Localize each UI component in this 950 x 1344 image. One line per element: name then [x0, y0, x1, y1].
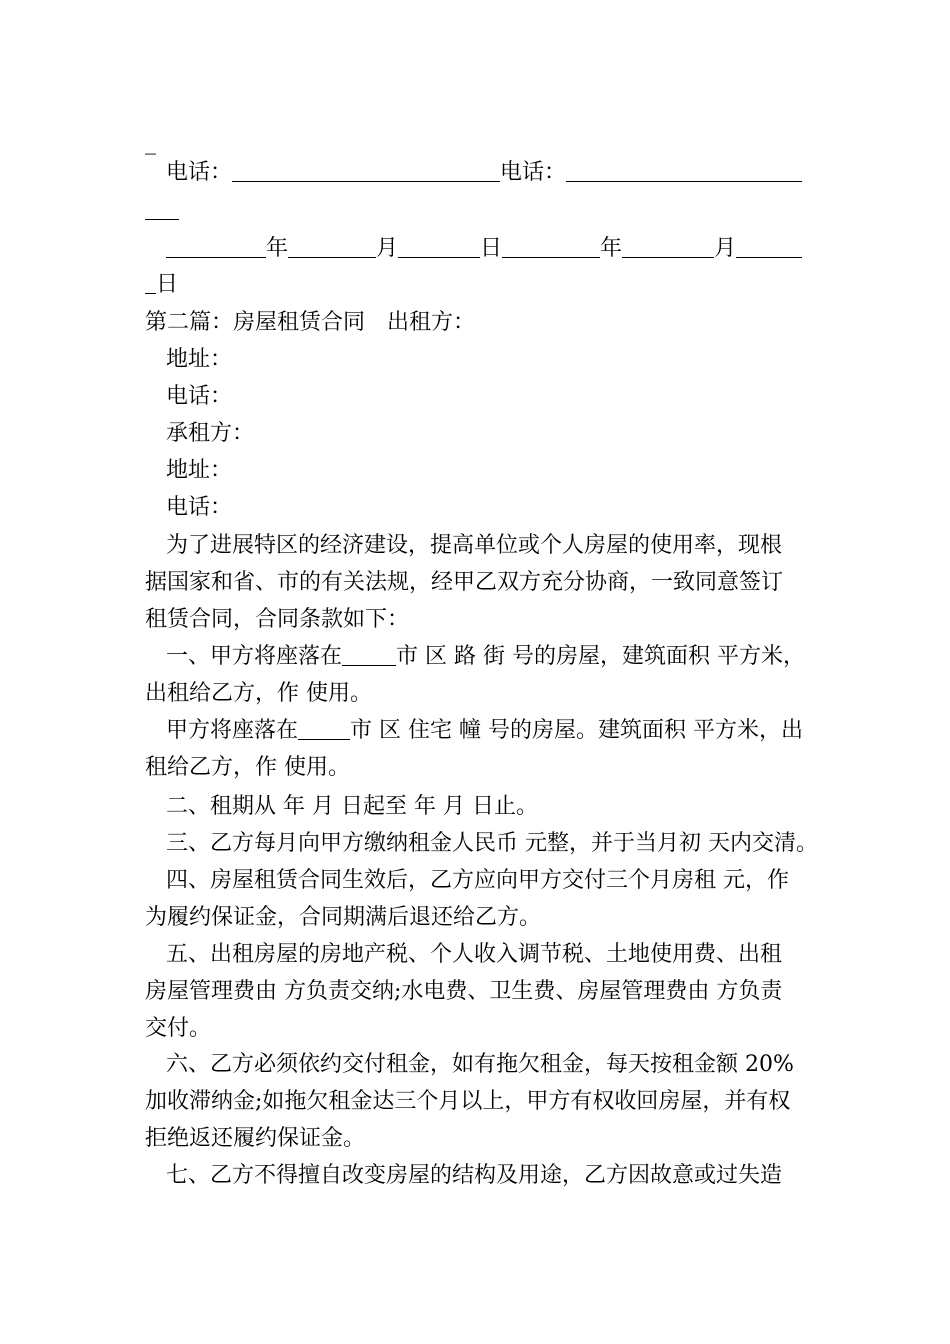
- blank-line: [736, 235, 802, 258]
- clause-1-line-1: [166, 642, 846, 672]
- clause-4-line-2: 为履约保证金，合同期满后退还给乙方。: [145, 905, 542, 930]
- clause-1b-line-1: [166, 716, 846, 746]
- phone-label-b: 电话：: [500, 160, 567, 185]
- lessor-address: 地址：: [166, 347, 233, 372]
- clause-6-line-3: 拒绝返还履约保证金。: [145, 1126, 366, 1151]
- lessee-label: 承租方：: [166, 421, 255, 446]
- stray-underscore: _: [145, 130, 156, 155]
- clause-6-line-2: 加收滞纳金;如拖欠租金达三个月以上，甲方有权收回房屋，并有权: [145, 1089, 791, 1114]
- year-label: 年: [266, 236, 289, 261]
- clause-6-line-1: 六、乙方必须依约交付租金，如有拖欠租金，每天按租金额 20%: [166, 1052, 794, 1077]
- clause-5-line-2: 房屋管理费由 方负责交纳;水电费、卫生费、房屋管理费由 方负责: [145, 979, 783, 1004]
- clause-4-line-1: 四、房屋租赁合同生效后，乙方应向甲方交付三个月房租 元，作: [166, 868, 789, 893]
- blank-line: [145, 197, 179, 220]
- year-label: 年: [600, 236, 623, 261]
- clause-3: 三、乙方每月向甲方缴纳租金人民币 元整，并于当月初 天内交清。: [166, 831, 818, 856]
- blank-line: [398, 235, 480, 258]
- blank-line: [566, 159, 802, 182]
- blank-line: [502, 235, 600, 258]
- clause-text: 一、甲方将座落在: [166, 644, 343, 669]
- clause-text: 市 区 住宅 幢 号的房屋。建筑面积 平方米，出: [350, 718, 803, 743]
- intro-line-1: 为了进展特区的经济建设，提高单位或个人房屋的使用率，现根: [166, 533, 783, 558]
- lessee-phone: 电话：: [166, 495, 233, 520]
- date-line: [166, 234, 846, 264]
- month-label: 月: [714, 236, 737, 261]
- blank-line-continuation: [145, 196, 825, 226]
- day-label: 日: [156, 272, 179, 297]
- clause-text: 甲方将座落在: [166, 718, 299, 743]
- date-line-end: [145, 270, 825, 300]
- intro-line-2: 据国家和省、市的有关法规，经甲乙双方充分协商，一致同意签订: [145, 570, 784, 595]
- phone-line: [166, 158, 846, 188]
- intro-line-3: 租赁合同，合同条款如下：: [145, 607, 410, 632]
- clause-2: 二、租期从 年 月 日起至 年 月 日止。: [166, 794, 538, 819]
- blank-line: [166, 235, 266, 258]
- clause-7-line-1: 七、乙方不得擅自改变房屋的结构及用途，乙方因故意或过失造: [166, 1163, 783, 1188]
- blank-line: [288, 235, 376, 258]
- blank-line: [298, 717, 350, 740]
- blank-line: [232, 159, 500, 182]
- clause-1b-line-2: 租给乙方，作 使用。: [145, 755, 350, 780]
- day-label: 日: [480, 236, 503, 261]
- phone-label-a: 电话：: [166, 160, 233, 185]
- clause-text: 市 区 路 街 号的房屋，建筑面积 平方米，: [396, 644, 805, 669]
- blank-line: [342, 643, 396, 666]
- blank-line: [145, 271, 156, 294]
- clause-5-line-3: 交付。: [145, 1016, 212, 1041]
- month-label: 月: [376, 236, 399, 261]
- section-heading: 第二篇：房屋租赁合同 出租方：: [145, 310, 476, 335]
- blank-line: [622, 235, 714, 258]
- lessee-address: 地址：: [166, 458, 233, 483]
- clause-5-line-1: 五、出租房屋的房地产税、个人收入调节税、土地使用费、出租: [166, 942, 783, 967]
- lessor-phone: 电话：: [166, 384, 233, 409]
- clause-1-line-2: 出租给乙方，作 使用。: [145, 681, 372, 706]
